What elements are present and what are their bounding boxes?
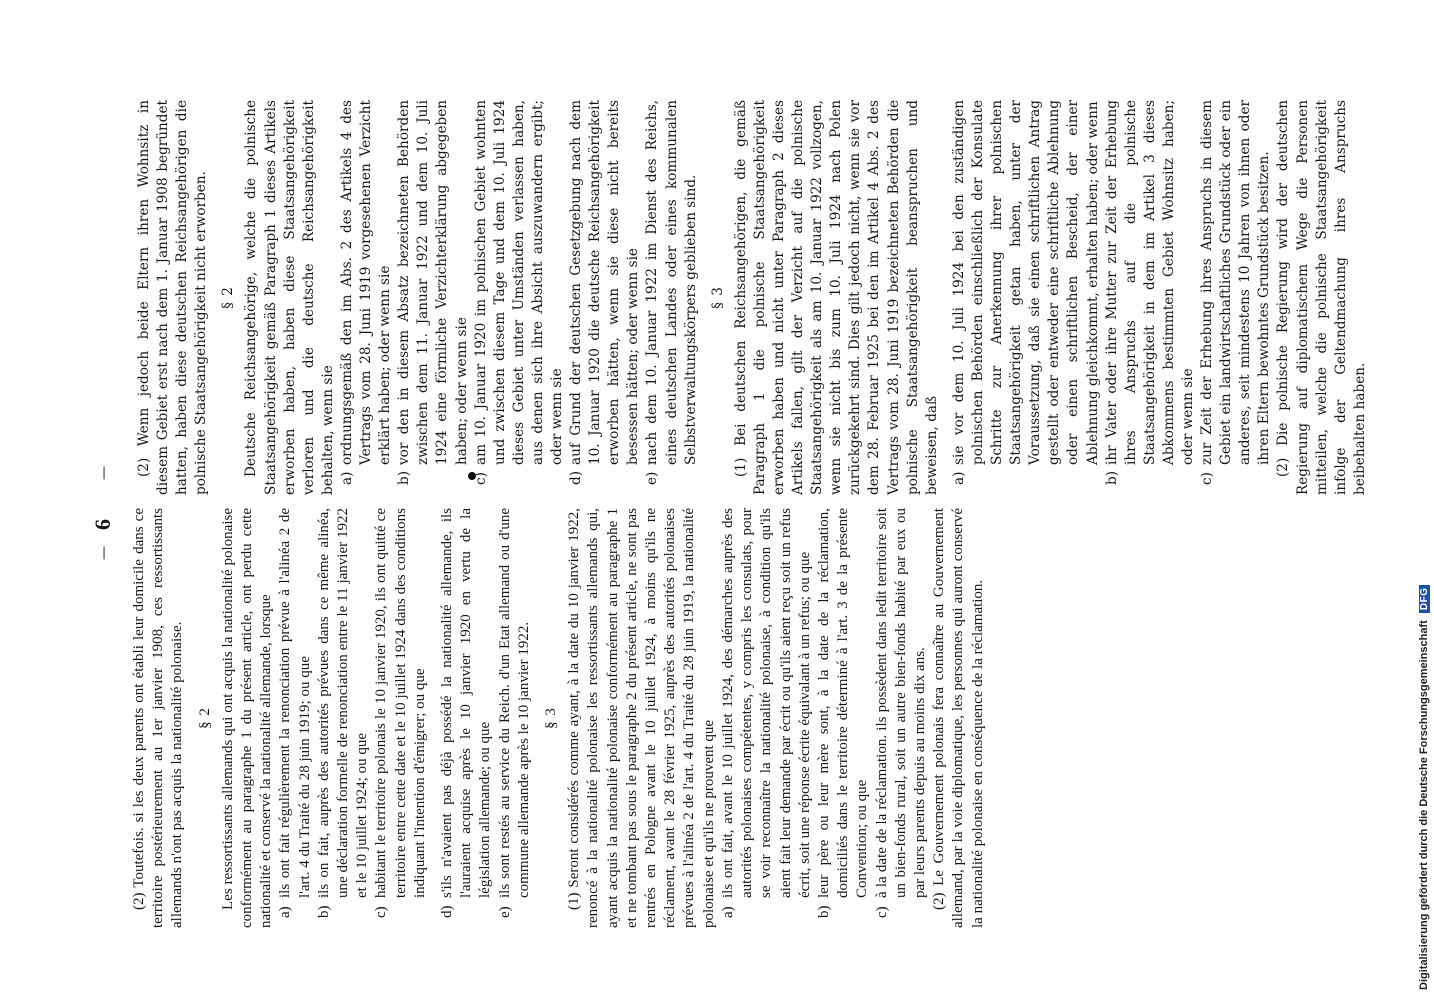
item-text: à la date de la réclamation. ils possèdent dans ledit territoire soit un bien-fonds rural, soit un autre bien-fonds habité par eux ou par leurs parents depuis au moins dix ans. — [873, 508, 928, 898]
item-text: vor den in diesem Absatz bezeichneten Behörden zwischen dem 11. Januar 1922 und dem 10. Juli 1924 eine förmliche Verzichterklärung abgegeben haben; oder wenn sie — [396, 100, 470, 465]
dfg-logo: DFG — [1419, 585, 1430, 614]
french-section-3-item — [719, 508, 815, 928]
german-section-2-title: § 2 — [220, 286, 237, 309]
item-label: a) — [950, 471, 967, 485]
item-label: e) — [644, 471, 661, 485]
german-section-2-item — [643, 100, 700, 495]
french-section-3-item — [873, 508, 931, 928]
item-text: habitant le territoire polonais le 10 janvier 1920, ils ont quitté ce territoire entre cette date et le 10 juillet 1924 dans des conditions indiquant l'intention d'émigrer; ou que — [373, 508, 428, 898]
item-label: b) — [1103, 470, 1120, 485]
credit-text: Digitalisierung gefördert durch die Deutsche Forschungsgemeinschaft — [1418, 620, 1430, 990]
german-section-3-item — [950, 100, 1103, 495]
item-text: am 10. Januar 1920 im polnischen Gebiet wohnten und zwischen diesem Tage und dem 10. Juli 1924 dieses Gebiet unter Umständen verlassen haben, aus denen sich ihre Absicht auszuwandern ergibt; oder wenn sie — [472, 100, 565, 465]
item-label: b) — [815, 905, 832, 918]
french-column — [130, 508, 988, 928]
german-section-3-paragraph-1: (1) Bei deutschen Reichsangehörigen, die gemäß Paragraph 1 die polnische Staatsangehörigkeit erworben haben und nicht unter Paragraph 2 dieses Artikels fallen, gilt der Verzicht auf die polnische Staatsangehörigkeit als am 10. Januar 1922 vollzogen, wenn sie nicht bis zum 10. Juli 1924 nach Polen zurückgekehrt sind. Dies gilt jedoch nicht, wenn sie vor dem 28. Februar 1925 bei den im Artikel 4 Abs. 2 des Vertrags vom 28. Juni 1919 bezeichneten Behörden die polnische Staatsangehörigkeit beanspruchen und beweisen, daß — [732, 100, 940, 495]
item-label: a) — [338, 471, 355, 485]
french-section-3-paragraph-1: (1) Seront considérés comme ayant, à la date du 10 janvier 1922, renoncé à la nationalité polonaise les ressortissants allemands qui, ayant acquis la nationalité polonaise conformément au paragraphe 1 et ne tombant pas sous le paragraphe 2 du présent article, ne sont pas rentrés en Pologne avant le 10 juillet 1924, à moins qu'ils ne réclament, avant le 28 février 1925, auprès des autorités polonaises prévues à l'alinéa 2 de l'art. 4 du Traité du 28 juin 1919, la nationalité polonaise et qu'ils ne prouvent que — [566, 508, 717, 928]
item-text: s'ils n'avaient pas déjà possédé la nationalité allemande, ils l'auraient acquise après le 10 janvier 1920 en vertu de la législation allemande; ou que — [439, 508, 494, 898]
header-dash-right: — — [96, 466, 112, 480]
french-section-2-title: § 2 — [196, 707, 213, 729]
german-section-3-item — [1103, 100, 1198, 495]
french-section-2-item — [315, 508, 373, 928]
item-label: b) — [396, 470, 413, 485]
german-column — [135, 100, 1370, 495]
french-section-2-item — [496, 508, 534, 928]
item-label: b) — [315, 905, 332, 918]
item-text: ils sont restés au service du Reich. d'un Etat allemand ou d'une commune allemande après le 10 janvier 1922. — [496, 508, 532, 898]
item-label: a) — [277, 906, 294, 918]
item-label: c) — [1199, 472, 1216, 485]
german-section-3-title: § 3 — [709, 286, 726, 309]
item-text: ils ont fait, avant le 10 juillet 1924, des démarches auprès des autorités polonaises compétentes, y compris les consulats, pour se voir reconnaître la nationalité polonaise, à condition qu'ils aient fait leur demande par écrit ou qu'ils aient reçu soit un refus écrit, soit une réponse écrite équivalant à un refus; ou que — [719, 508, 813, 898]
german-section-2-item — [567, 100, 643, 495]
item-label: a) — [719, 906, 736, 918]
item-label: c) — [373, 906, 390, 918]
item-text: ils on fait, auprès des autorités prévues dans ce même alinéa, une déclaration formelle de renonciation entre le 11 janvier 1922 et le 10 juillet 1924; ou que — [315, 508, 371, 898]
french-intro-paragraph: (2) Toutefois. si les deux parents ont établi leur domicile dans ce territoire postérieurement au 1er janvier 1908, ces ressortissants allemands n'ont pas acquis la nationalité polonaise. — [131, 508, 186, 928]
item-text: ihr Vater oder ihre Mutter zur Zeit der Erhebung ihres Anspruchs auf die polnische Staatsangehörigkeit in dem im Artikel 3 dieses Abkommens bestimmten Gebiet Wohnsitz haben; oder wenn sie — [1103, 100, 1196, 465]
german-intro-paragraph: (2) Wenn jedoch beide Eltern ihren Wohnsitz in diesem Gebiet erst nach dem 1. Januar 1908 begründet hatten, haben diese deutschen Reichsangehörigen die polnische Staatsangehörigkeit nicht erworben. — [136, 100, 210, 495]
german-section-2-intro: Deutsche Reichsangehörige, welche die polnische Staatsangehörigkeit gemäß Paragraph 1 dieses Artikels erworben haben, haben diese Staatsangehörigkeit verloren und die deutsche Reichsangehörigkeit behalten, wenn sie — [243, 100, 336, 495]
german-section-2-item — [338, 100, 395, 495]
item-label: c) — [873, 906, 890, 918]
page-number: 6 — [90, 519, 115, 530]
german-section-3-item — [1198, 100, 1274, 495]
french-section-3-title: § 3 — [543, 707, 560, 729]
german-section-2-item — [395, 100, 471, 495]
item-text: nach dem 10. Januar 1922 im Dienst des Reichs, eines deutschen Landes oder eines kommunalen Selbstverwaltungskörpers geblieben sind. — [644, 100, 699, 465]
item-label: c) — [472, 472, 489, 485]
item-label: d) — [439, 905, 456, 918]
german-section-3-paragraph-2: (2) Die polnische Regierung wird der deutschen Regierung auf diplomatischem Wege die Personen mitteilen, welche die polnische Staatsangehörigkeit infolge der Geltendmachung ihres Anspruchs beibehalten haben. — [1275, 100, 1368, 495]
header-dash-left: — — [96, 546, 112, 560]
french-section-2-item — [438, 508, 496, 928]
french-section-3-item — [815, 508, 873, 928]
item-text: ordnungsgemäß den im Abs. 2 des Artikels 4 des Vertrags vom 28. Juni 1919 vorgesehenen Verzicht erklärt haben; oder wenn sie — [338, 100, 394, 465]
item-label: d) — [568, 470, 585, 485]
item-text: ils ont fait régulièrement la renonciation prévue à l'alinéa 2 de l'art. 4 du Traité du 28 juin 1919; ou que — [277, 508, 313, 898]
french-section-3-paragraph-2: (2) Le Gouvernement polonais fera connaître au Gouvernement allemand, par la voie diplomatique, les personnes qui auront conservé la nationalité polonaise en conséquence de la réclamation. — [931, 508, 986, 928]
digitization-credit — [1418, 0, 1430, 1000]
french-section-2-item — [276, 508, 314, 928]
item-text: zur Zeit der Erhebung ihres Anspruchs in diesem Gebiet ein landwirtschaftliches Grundstück oder ein anderes, seit mindestens 10 Jahren von ihnen oder ihren Eltern bewohntes Grundstück besitzen. — [1199, 100, 1273, 465]
french-section-2-item — [372, 508, 430, 928]
german-section-2-item — [472, 100, 567, 495]
item-text: leur père ou leur mère sont, à la date de la réclamation, domiciliés dans le territoire déterminé à l'art. 3 de la présente Convention; ou que — [815, 508, 871, 898]
item-text: sie vor dem 10. Juli 1924 bei den zuständigen polnischen Behörden einschließlich der Konsulate Schritte zur Anerkennung ihrer polnischen Staatsangehörigkeit getan haben, unter der Voraussetzung, daß sie einen schriftlichen Antrag gestellt oder entweder eine schriftliche Ablehnung oder einen schriftlichen Bescheid, der einer Ablehnung gleichkommt, erhalten haben; oder wenn — [950, 100, 1101, 465]
french-section-2-intro: Les ressortissants allemands qui ont acquis la nationalité polonaise conformément au paragraphe 1 du présent article, ont perdu cette nationalité et conservé la nationalité allemande, lorsque — [219, 508, 275, 928]
item-text: auf Grund der deutschen Gesetzgebung nach dem 10. Januar 1920 die deutsche Reichsangehörigkeit erworben hätten, wenn sie diese nicht bereits besessen hätten; oder wenn sie — [568, 100, 642, 465]
item-label: e) — [496, 906, 513, 918]
